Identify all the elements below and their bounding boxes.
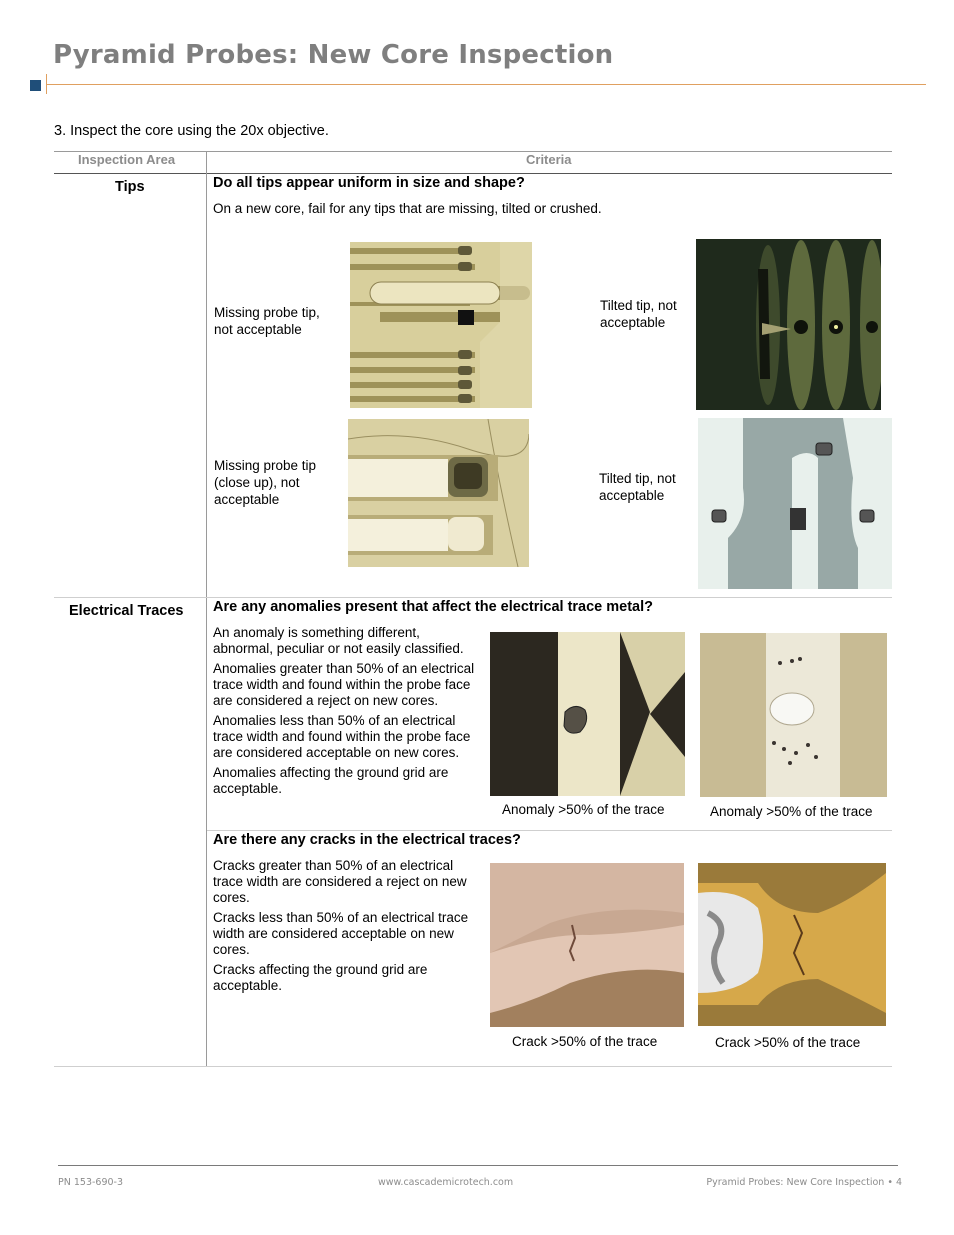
anomaly-paragraph: Anomalies less than 50% of an electrical trace width and found within the probe face are considered acceptable on new cores. — [213, 713, 471, 760]
anomaly-paragraph: An anomaly is something different, abnormal, peculiar or not easily classified. — [213, 625, 464, 656]
page-title: Pyramid Probes: New Core Inspection — [53, 40, 614, 70]
crack-question: Are there any cracks in the electrical traces? — [213, 832, 521, 848]
anomaly-paragraph: Anomalies affecting the ground grid are acceptable. — [213, 765, 449, 796]
table-column-divider — [206, 151, 207, 1067]
caption-missing-tip: Missing probe tip, not acceptable — [214, 305, 320, 337]
column-header-criteria: Criteria — [526, 152, 572, 167]
anomaly-question: Are any anomalies present that affect the electrical trace metal? — [213, 599, 654, 615]
crack-paragraph: Cracks affecting the ground grid are acceptable. — [213, 962, 428, 993]
footer-url[interactable]: www.cascademicrotech.com — [378, 1177, 514, 1188]
tips-question: Do all tips appear uniform in size and shape? — [213, 175, 525, 191]
photo-anomaly-2 — [700, 633, 887, 797]
anomaly-text — [213, 625, 481, 801]
footer-rule — [58, 1165, 898, 1166]
photo-tilted-tip-1 — [696, 239, 881, 410]
photo-anomaly-1 — [490, 632, 685, 796]
anomaly-paragraph: Anomalies greater than 50% of an electrical trace width and found within the probe face are considered a reject on new cores. — [213, 661, 475, 708]
column-header-area: Inspection Area — [78, 152, 176, 167]
table-header-rule — [54, 173, 892, 174]
title-rule — [46, 84, 926, 85]
crack-paragraph: Cracks greater than 50% of an electrical trace width are considered a reject on new cores. — [213, 858, 467, 905]
subrow-divider — [207, 830, 892, 831]
caption-tilted-tip-1: Tilted tip, not acceptable — [600, 298, 677, 330]
table-row-divider — [54, 597, 892, 598]
photo-crack-1 — [490, 863, 684, 1027]
caption-anomaly-1: Anomaly >50% of the trace — [502, 802, 665, 817]
step-instruction: 3. Inspect the core using the 20x objective. — [54, 123, 329, 139]
caption-crack-1: Crack >50% of the trace — [512, 1034, 658, 1049]
photo-tilted-tip-2 — [698, 418, 892, 589]
area-tips: Tips — [115, 179, 145, 195]
title-marker — [30, 80, 41, 91]
caption-tilted-tip-2: Tilted tip, not acceptable — [599, 471, 676, 503]
photo-crack-2 — [698, 863, 886, 1026]
caption-missing-tip-closeup: Missing probe tip (close up), not acceptable — [214, 458, 317, 507]
table-top-rule — [54, 151, 892, 152]
table-bottom-rule — [54, 1066, 892, 1067]
tips-note: On a new core, fail for any tips that are missing, tilted or crushed. — [213, 201, 602, 216]
crack-paragraph: Cracks less than 50% of an electrical trace width are considered acceptable on new cores. — [213, 910, 469, 957]
area-electrical-traces: Electrical Traces — [69, 603, 184, 619]
caption-crack-2: Crack >50% of the trace — [715, 1035, 861, 1050]
photo-missing-tip-closeup — [348, 419, 529, 567]
photo-missing-tip — [350, 242, 532, 408]
crack-text — [213, 858, 481, 998]
footer-part-number: PN 153-690-3 — [58, 1177, 124, 1188]
footer-page-label: Pyramid Probes: New Core Inspection • 4 — [706, 1177, 902, 1188]
title-tick — [46, 74, 47, 94]
caption-anomaly-2: Anomaly >50% of the trace — [710, 804, 873, 819]
